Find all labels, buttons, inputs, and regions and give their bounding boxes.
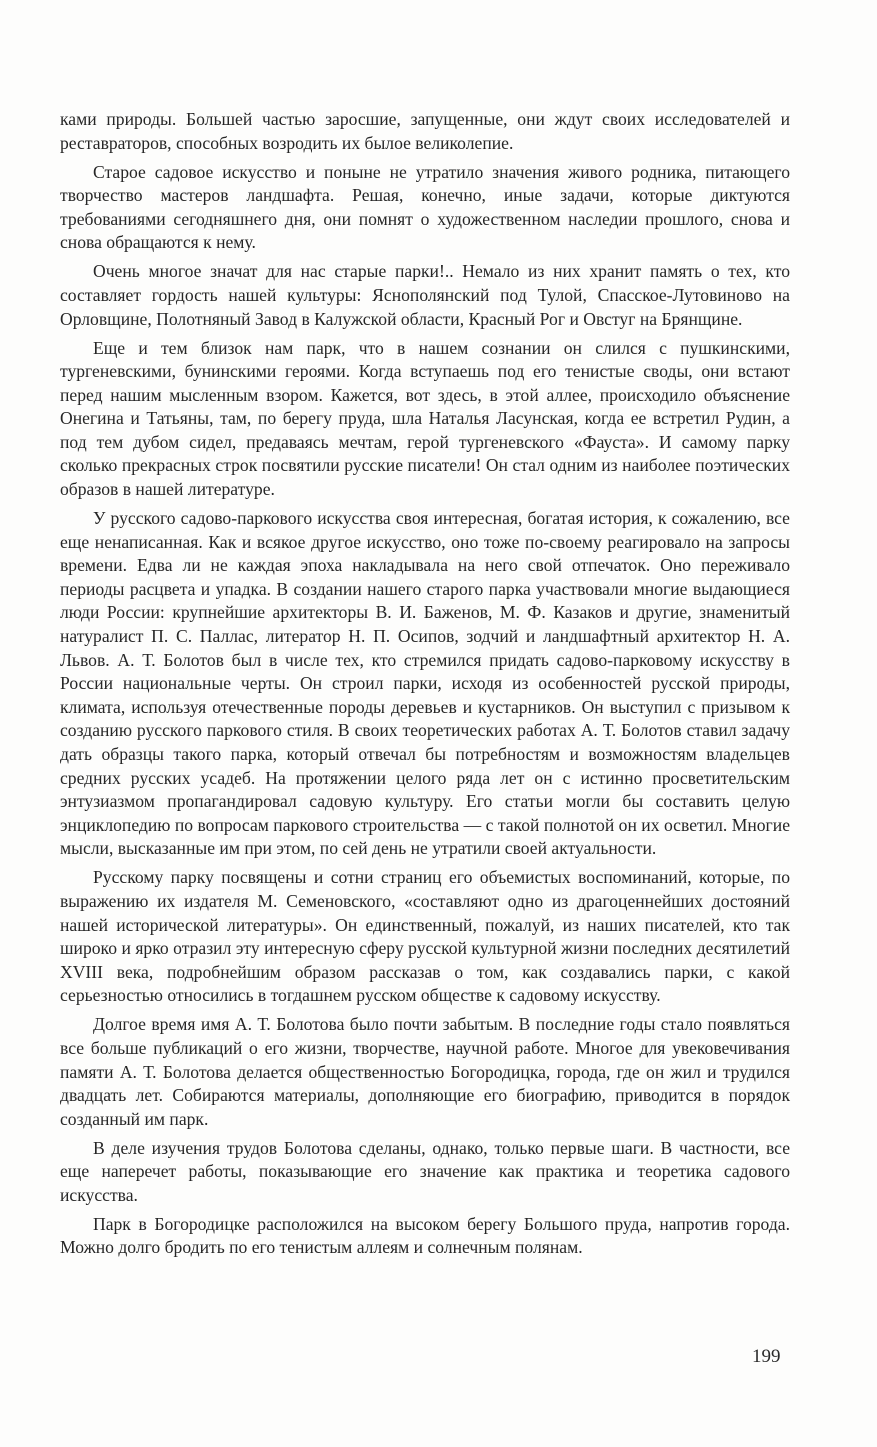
paragraph-1: ками природы. Большей частью заросшие, запущенные, они ждут своих исследователей и реставраторов, способных возродить их былое великолепие. xyxy=(60,109,790,153)
paragraph-9: Парк в Богородицке расположился на высоком берегу Большого пруда, напротив города. Можно долго бродить по его тенистым аллеям и солнечным полянам. xyxy=(60,1213,790,1258)
paragraph-7: Долгое время имя А. Т. Болотова было почти забытым. В последние годы стало появляться все больше публикаций о его жизни, творчестве, научной работе. Многое для увековечивания памяти А. Т. Болотова делается общественностью Богородицка, города, где он жил и трудился двадцать лет. Собираются материалы, дополняющие его биографию, приводится в порядок созданный им парк. xyxy=(60,1014,790,1129)
paragraph-6: Русскому парку посвящены и сотни страниц его объемистых воспоминаний, которые, по выражению их издателя М. Семеновского, «составляют одно из драгоценнейших достояний нашей исторической литературы». Он единственный, пожалуй, из наших писателей, кто так широко и ярко отразил эту интересную сферу русской культурной жизни последних десятилетий XVIII века, подробнейшим образом рассказав о том, как создавались парки, с какой серьезностью относились в тогдашнем русском обществе к садовому искусству. xyxy=(60,867,790,1006)
paragraph-4: Еще и тем близок нам парк, что в нашем сознании он слился с пушкинскими, тургеневскими, бунинскими героями. Когда вступаешь под его тенистые своды, они встают перед нашим мысленным взором. Кажется, вот здесь, в этой аллее, происходило объяснение Онегина и Татьяны, там, по берегу пруда, шла Наталья Ласунская, когда ее встретил Рудин, а под тем дубом сидел, предаваясь мечтам, герой тургеневского «Фауста». И самому парку сколько прекрасных строк посвятили русские писатели! Он стал одним из наиболее поэтических образов в нашей литературе. xyxy=(60,337,790,500)
paragraph-3: Очень многое значат для нас старые парки!.. Немало из них хранит память о тех, кто составляет гордость нашей культуры: Яснополянский под Тулой, Спасское-Лутовиново на Орловщине, Полотняный Завод в Калужской области, Красный Рог и Овстуг на Брянщине. xyxy=(60,261,790,329)
paragraph-2: Старое садовое искусство и поныне не утратило значения живого родника, питающего творчество мастеров ландшафта. Решая, конечно, иные задачи, которые диктуются требованиями сегодняшнего дня, они помнят о художественном наследии прошлого, снова и снова обращаются к нему. xyxy=(60,161,790,253)
paragraph-5: У русского садово-паркового искусства своя интересная, богатая история, к сожалению, все еще ненаписанная. Как и всякое другое искусство, оно тоже по-своему реагировало на запросы времени. Едва ли не каждая эпоха накладывала на него свой отпечаток. Оно переживало периоды расцвета и упадка. В создании нашего старого парка участвовали многие выдающиеся люди России: крупнейшие архитекторы В. И. Баженов, М. Ф. Казаков и другие, знаменитый натуралист П. С. Паллас, литератор Н. П. Осипов, зодчий и ландшафтный архитектор Н. А. Львов. А. Т. Болотов был в числе тех, кто стремился придать садово-парковому искусству в России национальные черты. Он строил парки, исходя из особенностей русской природы, климата, используя отечественные породы деревьев и кустарников. Он выступил с призывом к созданию русского паркового стиля. В своих теоретических работах А. Т. Болотов ставил задачу дать образцы такого парка, который отвечал бы потребностям и возможностям владельцев средних русских усадеб. На протяжении целого ряда лет он с истинно просветительским энтузиазмом пропагандировал садовую культуру. Его статьи могли бы составить целую энциклопедию по вопросам паркового строительства — с такой полнотой он их осветил. Многие мысли, высказанные им при этом, по сей день не утратили своей актуальности. xyxy=(60,508,790,859)
body-text xyxy=(60,108,790,1265)
page-number: 199 xyxy=(752,1346,781,1367)
paragraph-8: В деле изучения трудов Болотова сделаны, однако, только первые шаги. В частности, все еще наперечет работы, показывающие его значение как практика и теоретика садового искусства. xyxy=(60,1137,790,1205)
